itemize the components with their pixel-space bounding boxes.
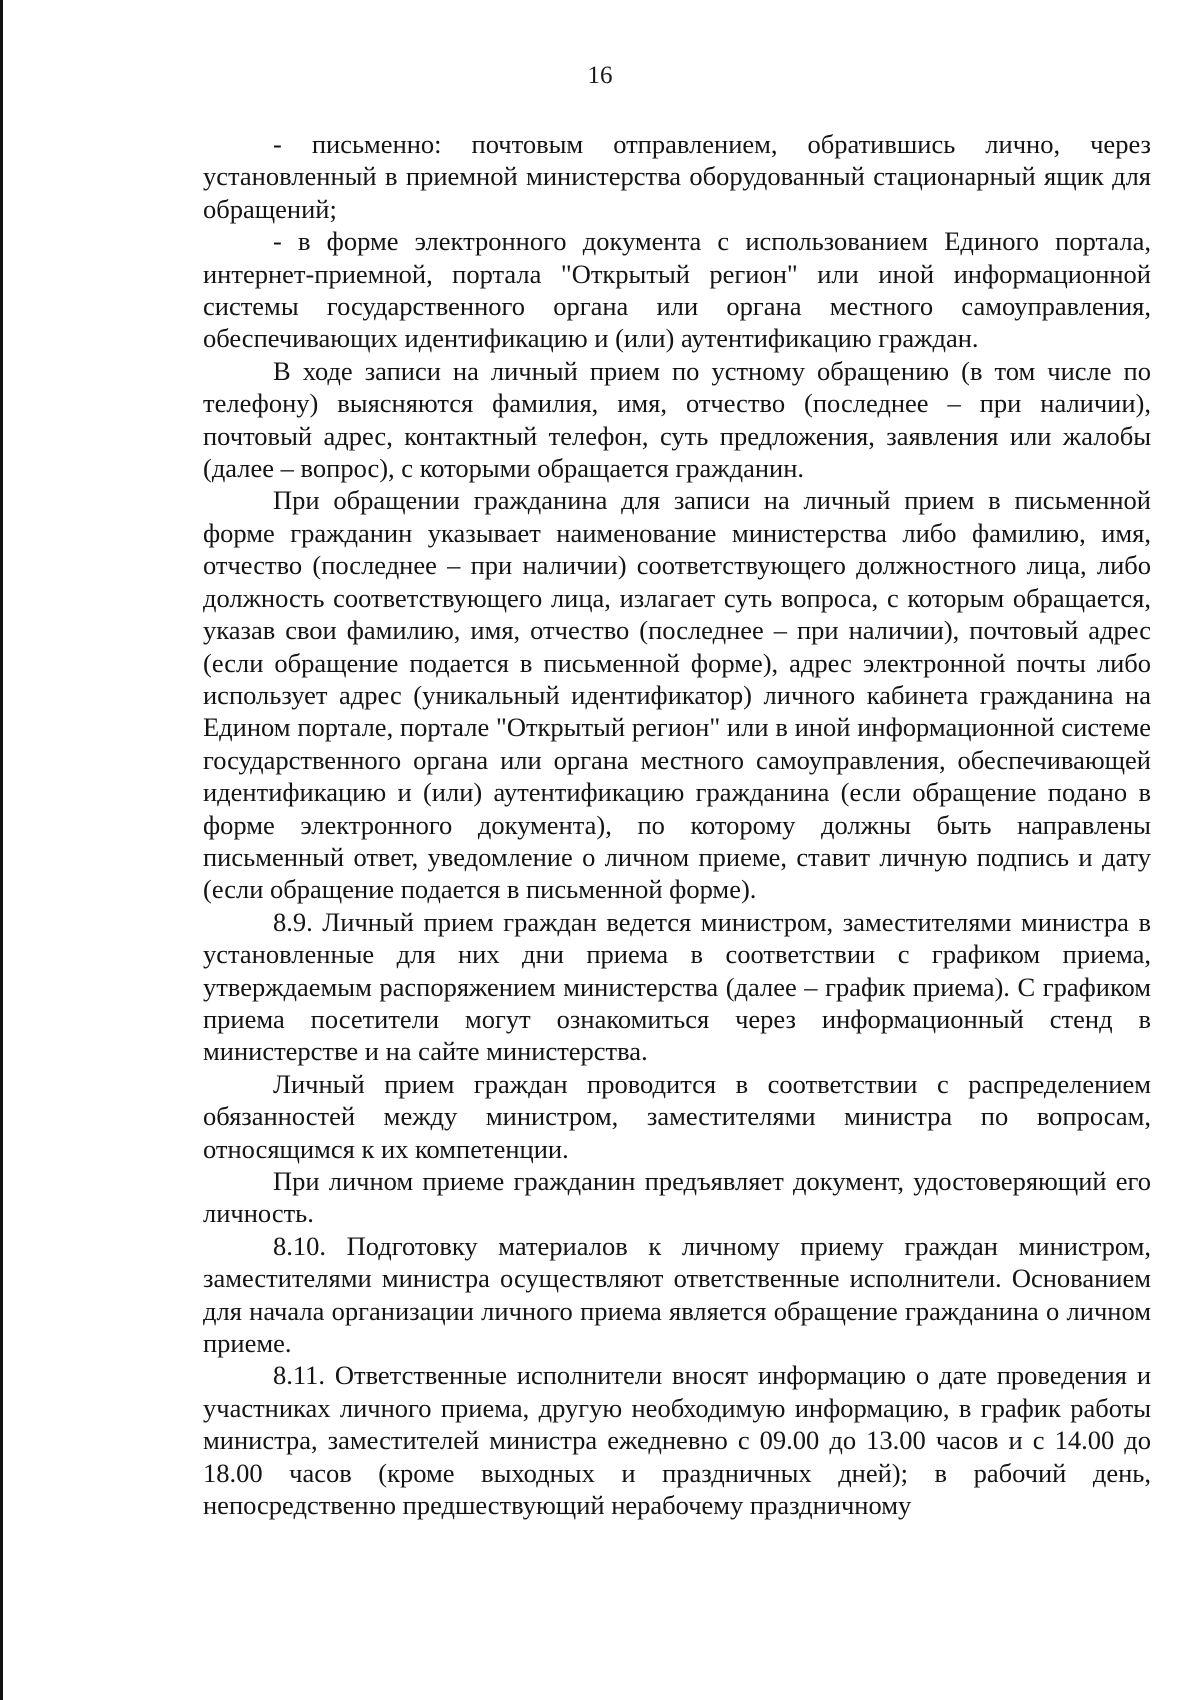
paragraph-written-appeal: - письменно: почтовым отправлением, обратившись лично, через установленный в приемной министерства оборудованный стационарный ящик для обращений;: [203, 129, 1151, 224]
scan-left-edge: [0, 0, 3, 1700]
paragraph-identity-document: При личном приеме гражданин предъявляет документ, удостоверяющий его личность.: [203, 1166, 1151, 1229]
paragraph-written-registration: При обращении гражданина для записи на личный прием в письменной форме гражданин указывает наименование министерства либо фамилию, имя, отчество (последнее – при наличии) соответствующего должностного лица, либо должность соответствующего лица, излагает суть вопроса, с которым обращается, указав свои фамилию, имя, отчество (последнее – при наличии), почтовый адрес (если обращение подается в письменной форме), адрес электронной почты либо использует адрес (уникальный идентификатор) личного кабинета гражданина на Едином портале, портале "Открытый регион" или в иной информационной системе государственного органа или органа местного самоуправления, обеспечивающей идентификацию и (или) аутентификацию гражданина (если обращение подано в форме электронного документа), по которому должны быть направлены письменный ответ, уведомление о личном приеме, ставит личную подпись и дату (если обращение подается в письменной форме).: [203, 485, 1151, 905]
paragraph-competence: Личный прием граждан проводится в соответствии с распределением обязанностей между министром, заместителями министра по вопросам, относящимся к их компетенции.: [203, 1068, 1151, 1164]
paragraph-8-9: 8.9. Личный прием граждан ведется министром, заместителями министра в установленные для них дни приема в соответствии с графиком приема, утверждаемым распоряжением министерства (далее – график приема). С графиком приема посетители могут ознакомиться через информационный стенд в министерстве и на сайте министерства.: [203, 906, 1151, 1067]
paragraph-8-10: 8.10. Подготовку материалов к личному приему граждан министром, заместителями министра осуществляют ответственные исполнители. Основанием для начала организации личного приема является обращение гражданина о личном приеме.: [203, 1230, 1151, 1359]
paragraph-electronic-appeal: - в форме электронного документа с использованием Единого портала, интернет-приемной, портала "Открытый регион" или иной информационной системы государственного органа или органа местного самоуправления, обеспечивающих идентификацию и (или) аутентификацию граждан.: [203, 226, 1151, 354]
page-number: 16: [587, 62, 613, 89]
paragraph-8-11: 8.11. Ответственные исполнители вносят информацию о дате проведения и участниках личного приема, другую необходимую информацию, в график работы министра, заместителей министра ежедневно с 09.00 до 13.00 часов и с 14.00 до 18.00 часов (кроме выходных и праздничных дней); в рабочий день, непосредственно предшествующий нерабочему праздничному: [203, 1360, 1151, 1521]
document-body: [203, 128, 1151, 1521]
paragraph-oral-registration: В ходе записи на личный прием по устному обращению (в том числе по телефону) выясняются фамилия, имя, отчество (последнее – при наличии), почтовый адрес, контактный телефон, суть предложения, заявления или жалобы (далее – вопрос), с которыми обращается гражданин.: [203, 355, 1151, 484]
